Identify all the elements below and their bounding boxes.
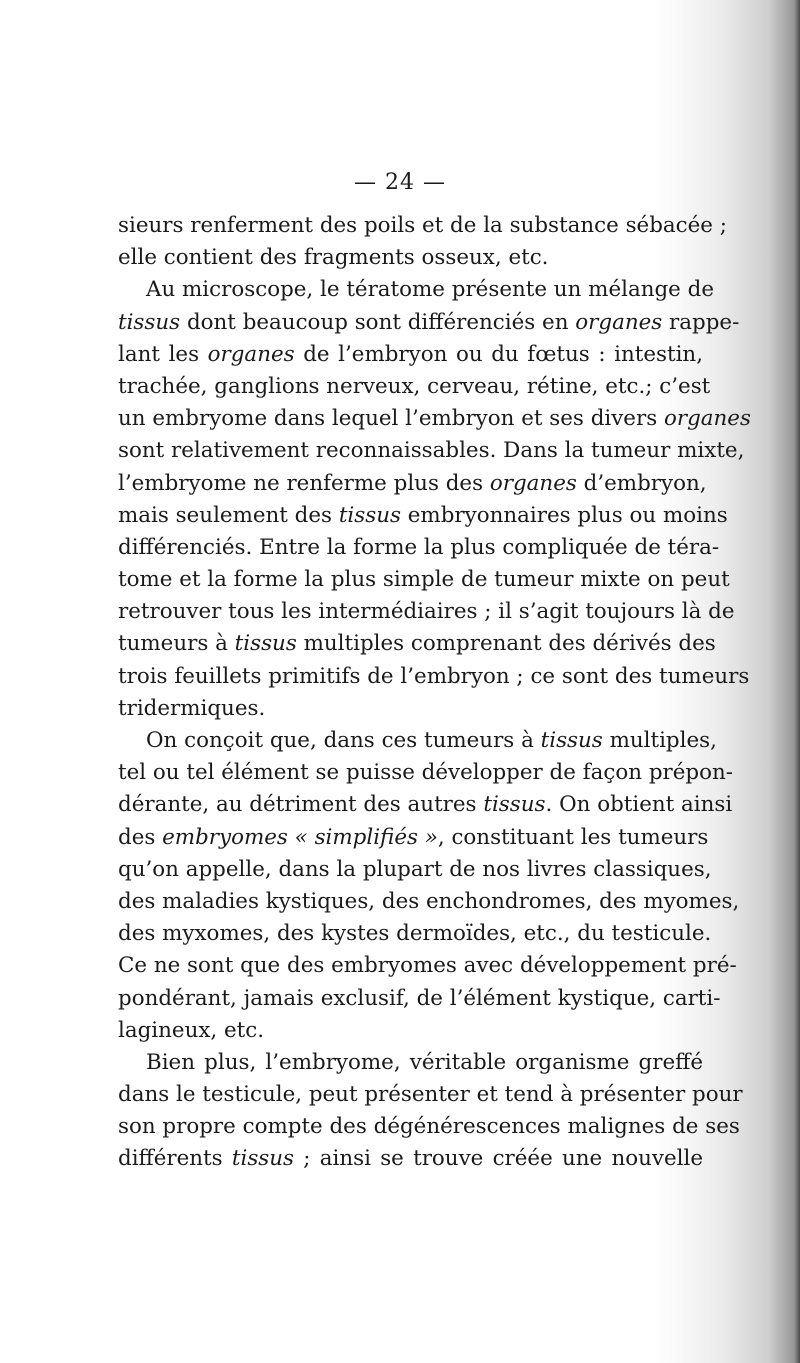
text-line: Bien plus, l’embryome, véritable organisme greffé xyxy=(146,1049,703,1075)
paragraph xyxy=(118,1047,743,1176)
text-line: qu’on appelle, dans la plupart de nos livres classiques, xyxy=(118,856,712,882)
text-line: son propre compte des dégénérescences malignes de ses xyxy=(118,1114,740,1140)
italic-term: tissus xyxy=(540,728,603,753)
text-line: l’embryome ne renferme plus des organes d’embryon, xyxy=(118,470,707,496)
italic-term: organes xyxy=(489,470,577,496)
text-line: tome et la forme la plus simple de tumeur mixte on peut xyxy=(118,567,730,593)
italic-term: tissus xyxy=(483,792,546,818)
text-line: mais seulement des tissus embryonnaires plus ou moins xyxy=(118,502,728,528)
text-line: Ce ne sont que des embryomes avec développement pré- xyxy=(118,953,737,979)
text-line: pondérant, jamais exclusif, de l’élément kystique, carti- xyxy=(118,985,721,1011)
text-line: des myxomes, des kystes dermoïdes, etc., du testicule. xyxy=(118,921,712,947)
paragraph xyxy=(118,725,740,1047)
italic-term: tissus xyxy=(338,502,401,528)
paragraph xyxy=(118,274,751,725)
page-number: — 24 — xyxy=(354,170,446,195)
italic-term: tissus xyxy=(231,1146,295,1172)
text-line: On conçoit que, dans ces tumeurs à tissus multiples, xyxy=(146,728,717,753)
italic-term: organes xyxy=(663,406,751,432)
text-line: dans le testicule, peut présenter et tend à présenter pour xyxy=(118,1082,743,1108)
text-line: tridermiques. xyxy=(118,695,266,721)
text-line: sieurs renferment des poils et de la substance sébacée ; xyxy=(118,213,727,238)
text-line: tissus dont beaucoup sont différenciés en organes rappe- xyxy=(118,309,740,335)
italic-term: tissus xyxy=(234,631,297,657)
text-line: un embryome dans lequel l’embryon et ses divers organes xyxy=(118,406,751,432)
body-text xyxy=(118,210,751,1176)
text-line: Au microscope, le tératome présente un mélange de xyxy=(146,277,714,303)
text-line: des maladies kystiques, des enchondromes, des myomes, xyxy=(118,888,740,914)
text-line: différents tissus ; ainsi se trouve créée une nouvelle xyxy=(118,1146,703,1172)
text-line: retrouver tous les intermédiaires ; il s’agit toujours là de xyxy=(118,599,735,625)
text-line: lagineux, etc. xyxy=(118,1017,265,1043)
italic-term: tissus xyxy=(118,309,181,335)
text-line: trachée, ganglions nerveux, cerveau, rétine, etc.; c’est xyxy=(118,373,711,399)
text-line: lant les organes de l’embryon ou du fœtus : intestin, xyxy=(118,341,703,367)
italic-term: organes xyxy=(207,341,295,367)
text-line: trois feuillets primitifs de l’embryon ; ce sont des tumeurs xyxy=(118,663,750,689)
text-line: sont relativement reconnaissables. Dans la tumeur mixte, xyxy=(118,438,745,464)
italic-term: embryomes « simplifiés » xyxy=(162,824,438,850)
page-edge-shadow xyxy=(794,0,800,1363)
text-line: des embryomes « simplifiés », constituant les tumeurs xyxy=(118,824,709,850)
text-line: elle contient des fragments osseux, etc. xyxy=(118,245,549,271)
text-line: tel ou tel élément se puisse développer de façon prépon- xyxy=(118,760,733,786)
paragraph xyxy=(118,210,727,274)
italic-term: organes xyxy=(575,309,663,335)
text-line: tumeurs à tissus multiples comprenant des dérivés des xyxy=(118,631,716,657)
text-line: différenciés. Entre la forme la plus compliquée de téra- xyxy=(118,534,720,560)
text-line: dérante, au détriment des autres tissus. On obtient ainsi xyxy=(118,792,733,818)
